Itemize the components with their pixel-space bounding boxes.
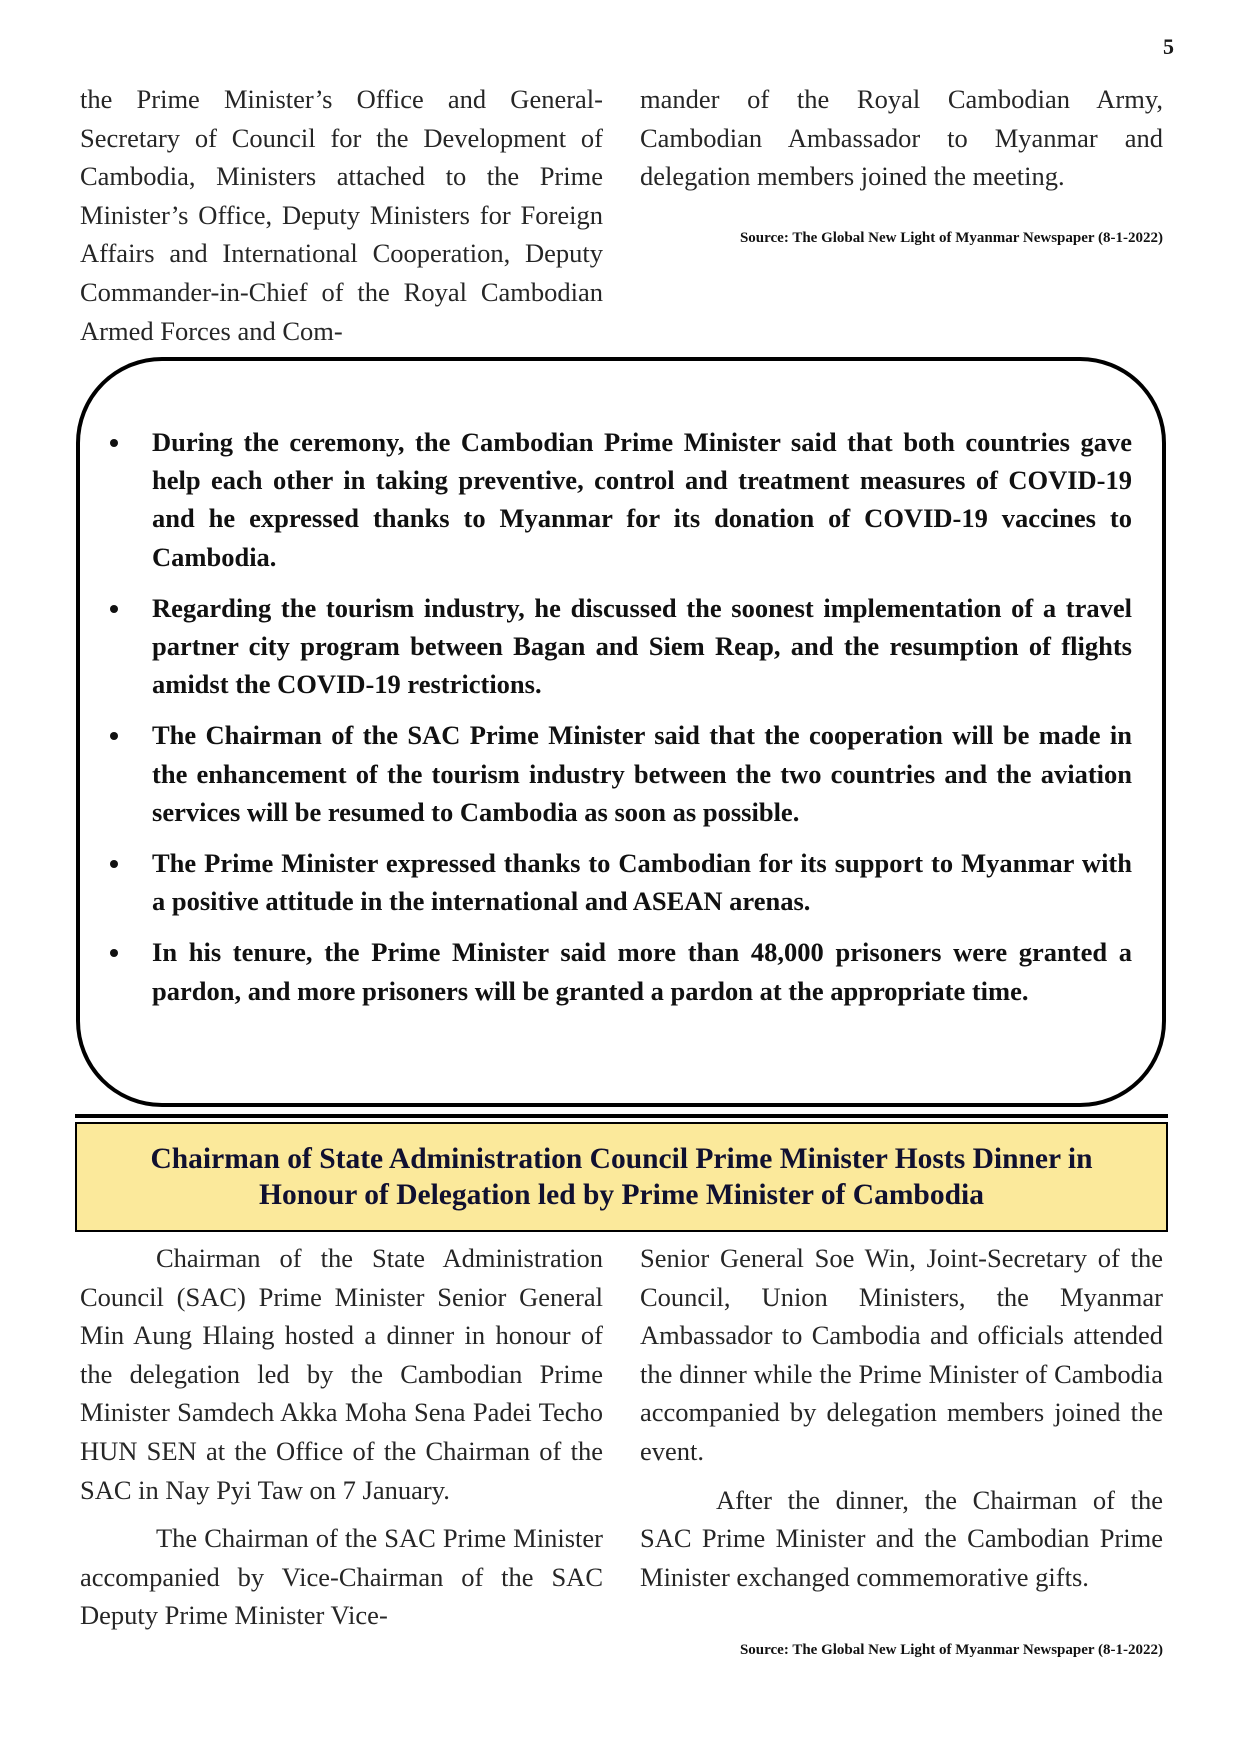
article-source-note: Source: The Global New Light of Myanmar Newspaper (8-1-2022) (739, 1642, 1163, 1658)
page-number: 5 (1163, 34, 1174, 59)
top-left-text: the Prime Minister’s Office and General-Secretary of Council for the Development of Cambodia, Ministers attached to the Prime Minister’s Office, Deputy Ministers for Foreign Affairs and International Cooperation, Deputy Commander-in-Chief of the Royal Cambodian Armed Forces and Com- (80, 84, 603, 346)
highlights-list (106, 423, 1132, 1023)
article-paragraph: After the dinner, the Chairman of the SAC Prime Minister and the Cambodian Prime Minister exchanged commemorative gifts. (640, 1484, 1163, 1592)
article-right-column (640, 1239, 1163, 1596)
top-source-note: Source: The Global New Light of Myanmar Newspaper (8-1-2022) (739, 230, 1163, 246)
headline-line-2: Honour of Delegation led by Prime Minister of Cambodia (259, 1179, 984, 1211)
headline-line-1: Chairman of State Administration Council Prime Minister Hosts Dinner in (150, 1143, 1093, 1175)
highlight-item: The Chairman of the SAC Prime Minister said that the cooperation will be made in the enhancement of the tourism industry between the two countries and the aviation services will be resumed to Cambodia as soon as possible. (106, 716, 1132, 831)
article-headline (107, 1141, 1137, 1213)
article-left-column (80, 1239, 603, 1635)
section-divider (75, 1114, 1168, 1118)
highlight-item: In his tenure, the Prime Minister said more than 48,000 prisoners were granted a pardon, and more prisoners will be granted a pardon at the appropriate time. (106, 933, 1132, 1009)
article-paragraph: The Chairman of the SAC Prime Minister accompanied by Vice-Chairman of the SAC Deputy Prime Minister Vice- (80, 1523, 603, 1631)
highlight-item: The Prime Minister expressed thanks to Cambodian for its support to Myanmar with a positive attitude in the international and ASEAN arenas. (106, 844, 1132, 920)
article-headline-box (75, 1122, 1168, 1232)
highlight-item: During the ceremony, the Cambodian Prime Minister said that both countries gave help each other in taking preventive, control and treatment measures of COVID-19 and he expressed thanks to Myanmar for its donation of COVID-19 vaccines to Cambodia. (106, 423, 1132, 576)
article-paragraph: Chairman of the State Administration Council (SAC) Prime Minister Senior General Min Aung Hlaing hosted a dinner in honour of the delegation led by the Cambodian Prime Minister Samdech Akka Moha Sena Padei Techo HUN SEN at the Office of the Chairman of the SAC in Nay Pyi Taw on 7 January. (80, 1243, 603, 1505)
article-paragraph: Senior General Soe Win, Joint-Secretary of the Council, Union Ministers, the Myanmar Ambassador to Cambodia and officials attended the dinner while the Prime Minister of Cambodia accompanied by delegation members joined the event. (640, 1243, 1163, 1466)
top-right-column (640, 80, 1163, 196)
highlight-item: Regarding the tourism industry, he discussed the soonest implementation of a travel partner city program between Bagan and Siem Reap, and the resumption of flights amidst the COVID-19 restrictions. (106, 589, 1132, 704)
top-left-column (80, 80, 603, 350)
top-right-text: mander of the Royal Cambodian Army, Cambodian Ambassador to Myanmar and delegation members joined the meeting. (640, 84, 1163, 192)
